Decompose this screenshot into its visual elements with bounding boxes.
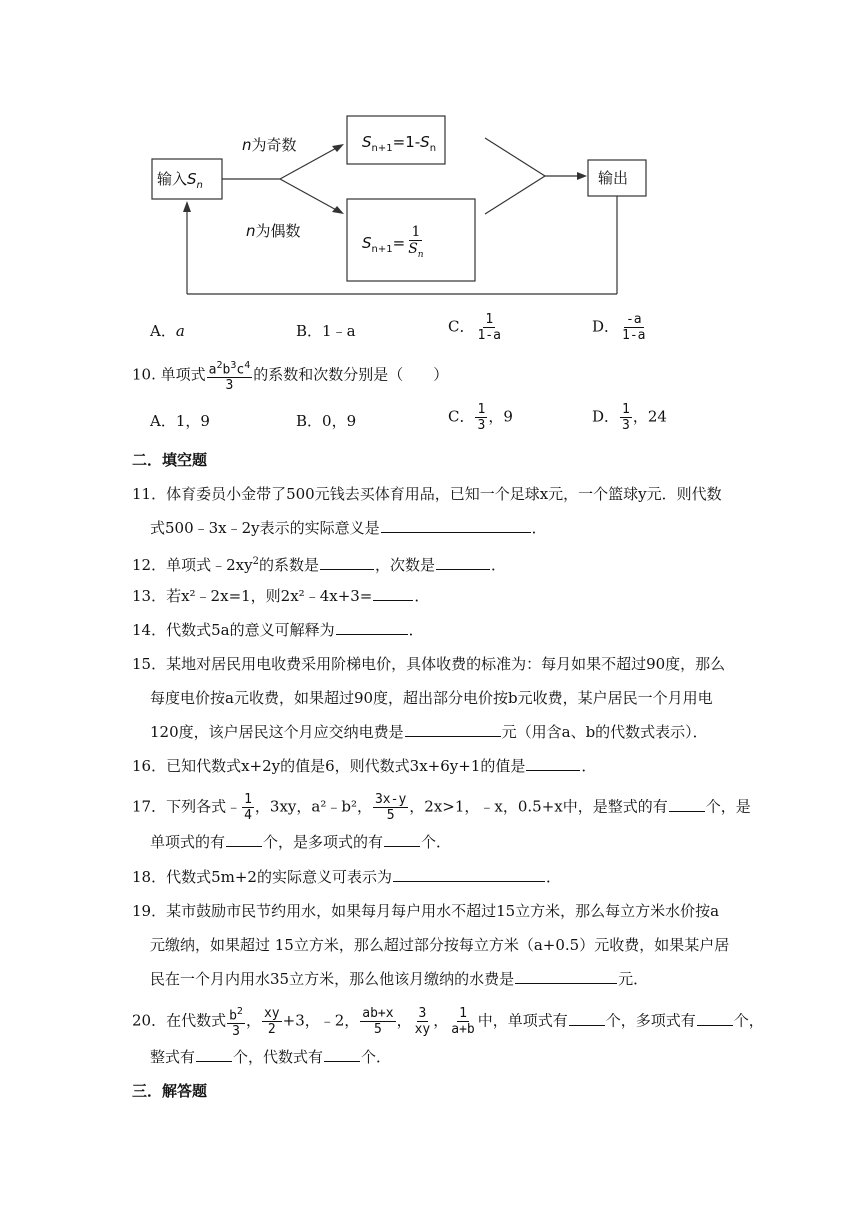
q11-line2: 式500﹣3x﹣2y表示的实际意义是 ． bbox=[150, 519, 547, 537]
odd-formula: $S_{n+1}=1-S_n$ bbox=[362, 133, 437, 154]
even-formula: $S_{n+1}=$ $\frac{1}{S_n}$ bbox=[362, 224, 424, 260]
q9-option-b: B．1﹣a bbox=[296, 322, 356, 340]
q9-option-d: D． $\frac{-a}{1-a}$ bbox=[592, 312, 646, 343]
q19-line2: 元缴纳，如果超过 15立方米，那么超过部分按每立方米（a+0.5）元收费，如果某户居 bbox=[150, 936, 730, 954]
q15-line1: 15．某地对居民用电收费采用阶梯电价，具体收费的标准为：每月如果不超过90度，那么 bbox=[132, 655, 726, 673]
q11-line1: 11．体育委员小金带了500元钱去买体育用品，已知一个足球x元，一个篮球y元．则代数 bbox=[132, 485, 722, 503]
even-branch-label: n为偶数 bbox=[246, 222, 301, 240]
output-label: 输出 bbox=[598, 169, 629, 187]
q16: 16．已知代数式x+2y的值是6，则代数式3x+6y+1的值是 ． bbox=[132, 757, 597, 775]
q20-line1: 20．在代数式 $\frac{b^2}{3}$ ， $\frac{xy}{2}$ +3，﹣2， $\frac{ab+x}{5}$ ， $\frac{3}{xy}$ ， $\frac{1}{a+b}$ 中，单项式有 个，多项式有 个， bbox=[132, 1006, 764, 1040]
q19-line3: 民在一个月内用水35立方米，那么他该月缴纳的水费是 元． bbox=[150, 970, 649, 988]
q9-option-c: C． $\frac{1}{1-a}$ bbox=[448, 312, 501, 343]
q10-option-c: C． $\frac{1}{3}$ ，9 bbox=[448, 402, 513, 433]
q12: 12．单项式$﹣2xy^2$的系数是 ，次数是 ． bbox=[132, 556, 506, 574]
q20-line2: 整式有 个，代数式有 个． bbox=[150, 1048, 392, 1066]
section-title-fill-in: 二．填空题 bbox=[132, 451, 208, 469]
q13: 13．若x²﹣2x=1，则2x²﹣4x+3= ． bbox=[132, 587, 430, 605]
input-label: 输入$S_n$ bbox=[157, 170, 203, 191]
section-title-answer: 三．解答题 bbox=[132, 1082, 208, 1100]
q15-line3: 120度，该户居民这个月应交纳电费是 元（用含a、b的代数式表示）． bbox=[150, 723, 708, 741]
q15-line2: 每度电价按a元收费，如果超过90度，超出部分电价按b元收费，某户居民一个月用电 bbox=[150, 689, 713, 707]
q10-option-d: D． $\frac{1}{3}$ ，24 bbox=[592, 402, 667, 433]
q10-option-b: B．0，9 bbox=[296, 412, 357, 430]
q18: 18．代数式5m+2的实际意义可表示为 ． bbox=[132, 868, 561, 886]
q9-option-a: A．a bbox=[150, 322, 185, 340]
odd-branch-label: n为奇数 bbox=[242, 136, 297, 154]
q10-option-a: A．1，9 bbox=[150, 412, 210, 430]
q10-stem: 10. 单项式 $\frac{a^2b^3c^4}{3}$ 的系数和次数分别是（ ） bbox=[132, 360, 449, 394]
q17-line2: 单项式的有 个，是多项式的有 个． bbox=[150, 833, 452, 851]
q19-line1: 19．某市鼓励市民节约用水，如果每月每户用水不超过15立方米，那么每立方米水价按a bbox=[132, 902, 720, 920]
q17-line1: 17．下列各式﹣ $\frac{1}{4}$ ，3xy，a²﹣b²， $\frac{3x-y}{5}$ ，2x>1，﹣x，0.5+x中，是整式的有 个，是 bbox=[132, 792, 751, 823]
q14: 14．代数式5a的意义可解释为 ． bbox=[132, 621, 424, 639]
